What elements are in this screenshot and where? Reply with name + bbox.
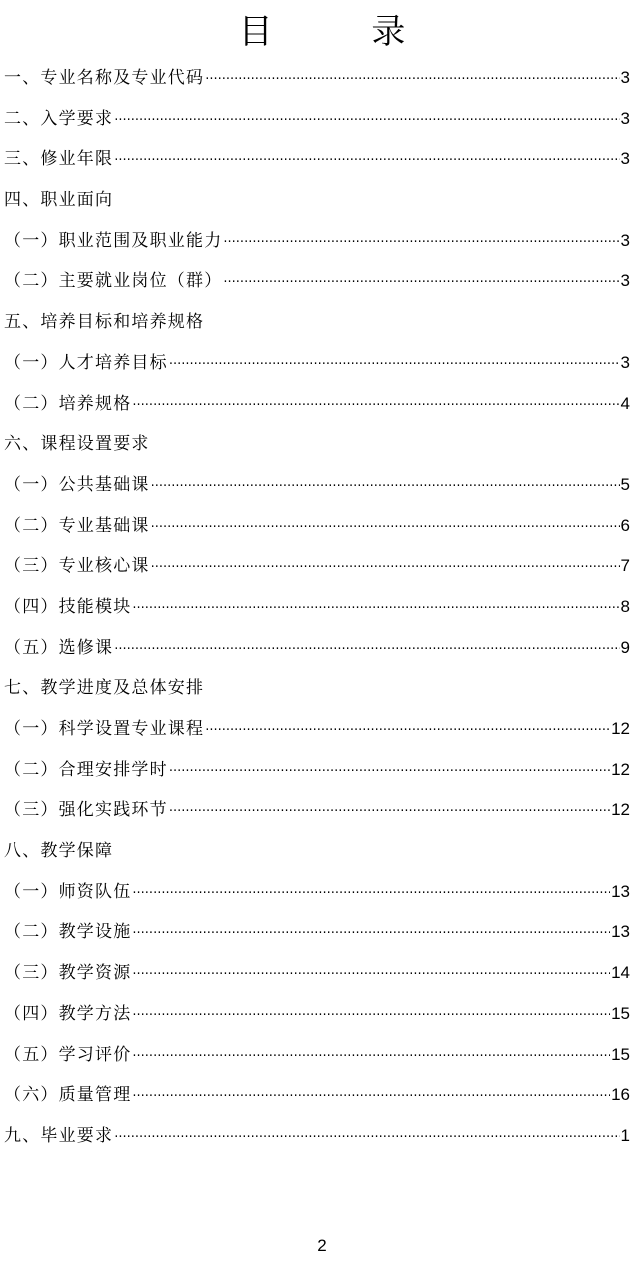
toc-entry-label: （二）专业基础课 [4,515,150,536]
toc-title: 目 录 [238,12,450,52]
toc-entry-page: 6 [620,515,630,535]
toc-entry[interactable] [4,99,630,140]
toc-entry-label: （二）教学设施 [4,922,132,943]
toc-entry[interactable] [4,424,630,465]
toc-entry-label: （三）专业核心课 [4,556,150,577]
toc-entry[interactable] [4,912,630,953]
toc-entry-page: 15 [611,1003,630,1023]
toc-leader-dots [223,223,619,264]
toc-leader-dots [151,508,620,549]
toc-entry-page: 1 [620,1125,630,1145]
toc-entry-label: （三）教学资源 [4,963,132,984]
toc-entry-page: 3 [620,149,630,169]
toc-entry[interactable] [4,506,630,547]
toc-entry-label: （二）合理安排学时 [4,759,168,780]
toc-leader-dots [132,386,619,427]
toc-leader-dots [132,1077,610,1118]
toc-leader-dots [205,60,619,101]
toc-leader-dots [132,955,610,996]
toc-entry-page: 4 [620,393,630,413]
toc-entry-page: 3 [620,352,630,372]
toc-entry-page: 7 [620,556,630,576]
toc-entry-label: 八、教学保障 [4,841,114,862]
toc-leader-dots [151,548,620,589]
toc-entry[interactable] [4,546,630,587]
toc-leader-dots [205,711,610,752]
toc-entry-label: 五、培养目标和培养规格 [4,312,205,333]
toc-leader-dots [151,467,620,508]
toc-entry-label: （一）师资队伍 [4,881,132,902]
toc-entry-label: 六、课程设置要求 [4,434,150,455]
toc-entry-label: 二、入学要求 [4,108,114,129]
toc-entry[interactable] [4,180,630,221]
toc-entry-label: （四）技能模块 [4,596,132,617]
toc-entry[interactable] [4,302,630,343]
toc-entry-page: 3 [620,230,630,250]
toc-leader-dots [169,345,620,386]
toc-entry-page: 5 [620,474,630,494]
toc-entry[interactable] [4,139,630,180]
toc-entry[interactable] [4,790,630,831]
toc-entry[interactable] [4,750,630,791]
toc-entry[interactable] [4,872,630,913]
toc-entry[interactable] [4,1116,630,1157]
toc-entry-page: 3 [620,68,630,87]
toc-entry-label: 三、修业年限 [4,149,114,170]
toc-entry[interactable] [4,384,630,425]
toc-entry[interactable] [4,465,630,506]
table-of-contents [4,58,630,1157]
toc-leader-dots [223,263,619,304]
toc-entry[interactable] [4,343,630,384]
toc-entry[interactable] [4,668,630,709]
toc-entry-page: 12 [611,719,630,738]
toc-entry-label: （五）选修课 [4,637,114,658]
toc-entry[interactable] [4,261,630,302]
toc-entry[interactable] [4,58,630,99]
toc-entry-label: （一）公共基础课 [4,474,150,495]
page-number: 2 [317,1236,327,1255]
toc-leader-dots [132,996,610,1037]
toc-leader-dots [132,914,610,955]
toc-entry-page: 12 [611,800,630,820]
toc-entry[interactable] [4,628,630,669]
toc-entry-page: 3 [620,108,630,128]
toc-leader-dots [114,101,619,142]
toc-entry-label: （六）质量管理 [4,1085,132,1106]
toc-entry-page: 13 [611,922,630,942]
toc-entry-page: 14 [611,963,630,983]
toc-entry-page: 9 [620,637,630,657]
toc-entry[interactable] [4,709,630,750]
toc-leader-dots [169,752,610,793]
toc-entry[interactable] [4,1035,630,1076]
toc-entry-label: （一）职业范围及职业能力 [4,230,223,251]
toc-leader-dots [114,141,619,182]
toc-entry-page: 12 [611,759,630,779]
toc-leader-dots [132,589,619,630]
toc-entry-label: （二）培养规格 [4,393,132,414]
toc-entry[interactable] [4,953,630,994]
toc-entry-label: （四）教学方法 [4,1003,132,1024]
toc-leader-dots [132,874,610,915]
toc-entry-page: 16 [611,1085,630,1105]
toc-entry[interactable] [4,1075,630,1116]
toc-entry-label: （二）主要就业岗位（群） [4,271,223,292]
toc-entry-label: 九、毕业要求 [4,1125,114,1146]
toc-entry[interactable] [4,994,630,1035]
toc-entry-page: 8 [620,596,630,616]
toc-entry-page: 3 [620,271,630,291]
toc-entry-label: （一）科学设置专业课程 [4,719,205,739]
toc-entry-label: （五）学习评价 [4,1044,132,1065]
toc-entry-label: 四、职业面向 [4,190,114,211]
toc-entry[interactable] [4,587,630,628]
toc-entry[interactable] [4,831,630,872]
toc-entry-page: 13 [611,881,630,901]
toc-entry-label: （一）人才培养目标 [4,352,168,373]
toc-entry[interactable] [4,221,630,262]
toc-entry-label: 一、专业名称及专业代码 [4,68,205,88]
toc-entry-page: 15 [611,1044,630,1064]
toc-leader-dots [169,792,610,833]
toc-leader-dots [132,1037,610,1078]
toc-entry-label: （三）强化实践环节 [4,800,168,821]
toc-leader-dots [114,1118,619,1159]
toc-entry-label: 七、教学进度及总体安排 [4,678,205,699]
toc-leader-dots [114,630,619,671]
